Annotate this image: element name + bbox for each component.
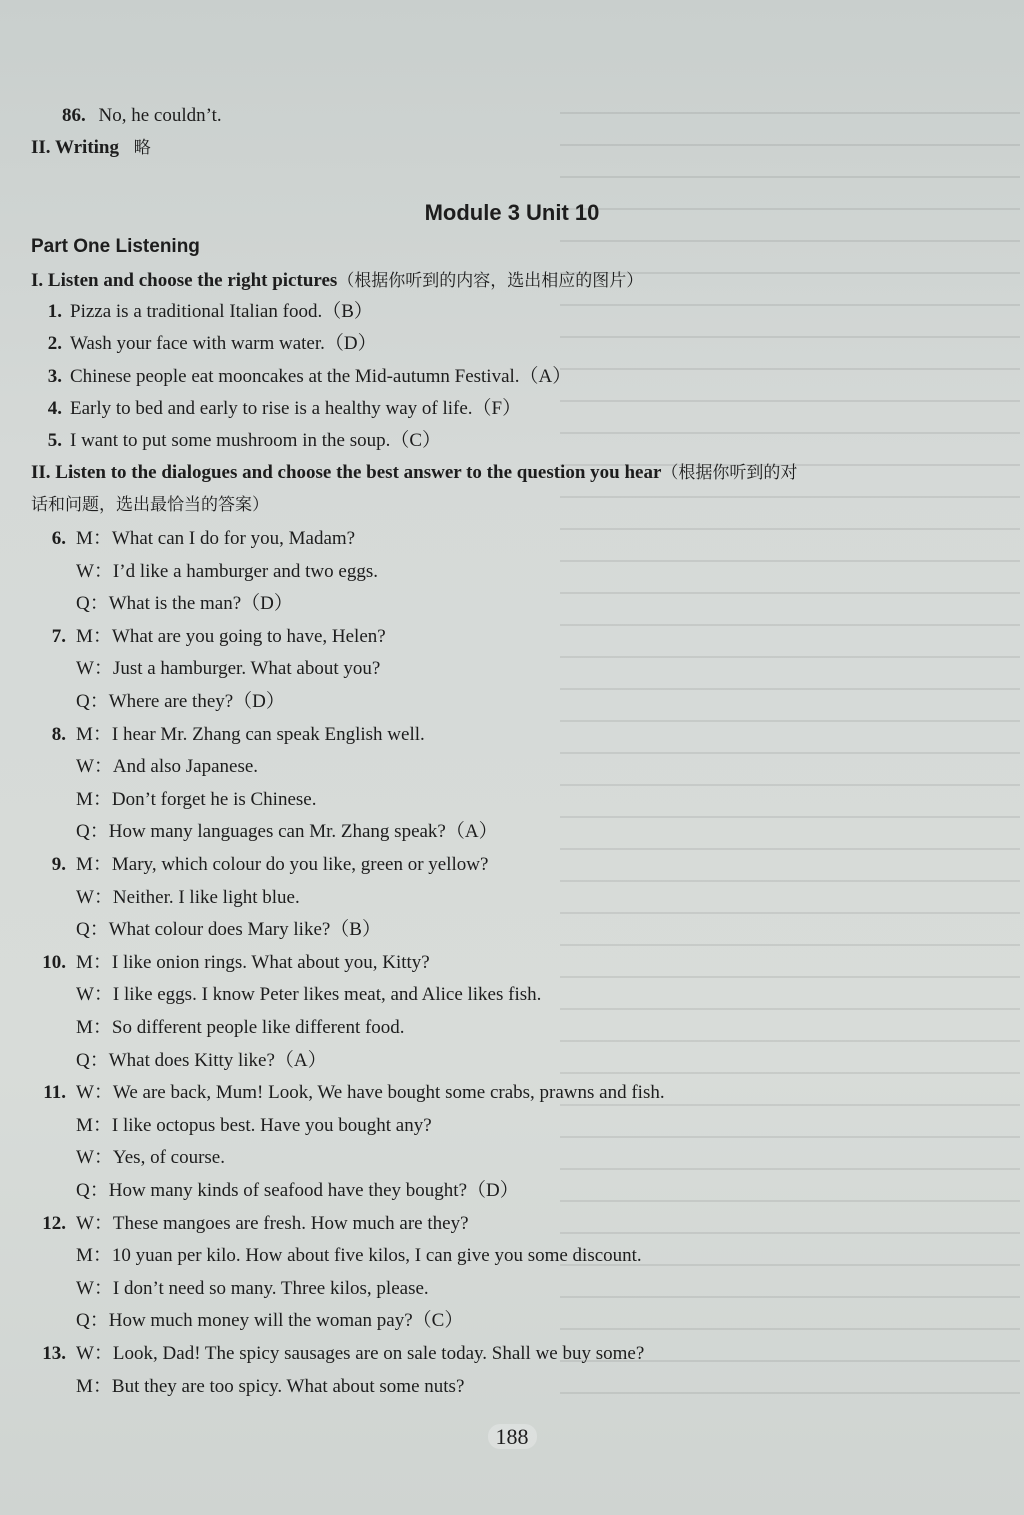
dialogue-line xyxy=(36,1146,225,1170)
dialogue-text: M：I like onion rings. What about you, Kitty? xyxy=(76,952,430,973)
question-number: 7. xyxy=(51,626,66,647)
answer-text: Pizza is a traditional Italian food.（B） xyxy=(70,301,373,322)
answer-text: No, he couldn’t. xyxy=(98,105,222,126)
dialogue-text: Q：What does Kitty like?（A） xyxy=(76,1050,327,1071)
answer-text: Early to bed and early to rise is a healthy way of life.（F） xyxy=(70,398,522,419)
question-number: 5. xyxy=(47,430,62,451)
page-number-value: 188 xyxy=(488,1424,537,1449)
question-number: 6. xyxy=(51,528,66,549)
dialogue-line xyxy=(36,592,293,616)
question-number: 4. xyxy=(47,398,62,419)
dialogue-line xyxy=(36,820,498,844)
question-number: 13. xyxy=(42,1343,66,1364)
dialogue-text: Q：How much money will the woman pay?（C） xyxy=(76,1310,464,1331)
dialogue-first-line xyxy=(36,1081,665,1105)
dialogue-text: Q：What colour does Mary like?（B） xyxy=(76,919,381,940)
dialogue-line xyxy=(36,1179,519,1203)
section-heading-cn: （根据你听到的对 xyxy=(661,463,798,483)
dialogue-text: W：Yes, of course. xyxy=(76,1147,225,1168)
section-heading-text: I. Listen and choose the right pictures xyxy=(31,270,338,291)
dialogue-text: W：Neither. I like light blue. xyxy=(76,887,300,908)
list-item xyxy=(36,365,571,389)
dialogue-line xyxy=(36,1049,327,1073)
dialogue-text: M：What are you going to have, Helen? xyxy=(76,626,386,647)
dialogue-text: Q：How many kinds of seafood have they bought?（D） xyxy=(76,1180,519,1201)
dialogue-text: M：I hear Mr. Zhang can speak English well. xyxy=(76,724,425,745)
dialogue-line xyxy=(36,1016,405,1040)
dialogue-text: M：What can I do for you, Madam? xyxy=(76,528,356,549)
question-number: 11. xyxy=(43,1082,66,1103)
dialogue-first-line xyxy=(36,1212,469,1236)
list-item xyxy=(36,332,377,356)
dialogue-text: Q：Where are they?（D） xyxy=(76,691,285,712)
dialogue-line xyxy=(36,886,300,910)
dialogue-line xyxy=(36,1277,429,1301)
dialogue-line xyxy=(36,983,541,1007)
question-number: 10. xyxy=(42,952,66,973)
dialogue-text: W：Look, Dad! The spicy sausages are on sale today. Shall we buy some? xyxy=(76,1343,645,1364)
dialogue-text: W：And also Japanese. xyxy=(76,756,259,777)
dialogue-text: W：I’d like a hamburger and two eggs. xyxy=(76,561,378,582)
writing-answer xyxy=(31,136,151,160)
question-number: 12. xyxy=(42,1213,66,1234)
dialogue-text: Q：How many languages can Mr. Zhang speak?（A） xyxy=(76,821,498,842)
dialogue-line xyxy=(36,788,316,812)
answer-text: Wash your face with warm water.（D） xyxy=(70,333,377,354)
list-item xyxy=(36,397,521,421)
list-item xyxy=(36,300,373,324)
list-item xyxy=(36,429,441,453)
dialogue-first-line xyxy=(36,853,488,877)
dialogue-text: Q：What is the man?（D） xyxy=(76,593,293,614)
question-number: 8. xyxy=(51,724,66,745)
section-heading-text: II. Listen to the dialogues and choose the best answer to the question you hear xyxy=(31,462,662,483)
section2-heading-cont xyxy=(31,493,269,517)
dialogue-line xyxy=(36,1114,432,1138)
dialogue-first-line xyxy=(36,527,355,551)
dialogue-line xyxy=(36,657,380,681)
dialogue-text: W：These mangoes are fresh. How much are they? xyxy=(76,1213,469,1234)
writing-label: II. Writing xyxy=(31,137,119,158)
dialogue-text: M：So different people like different food. xyxy=(76,1017,405,1038)
dialogue-first-line xyxy=(36,951,430,975)
dialogue-text: W：We are back, Mum! Look, We have bought some crabs, prawns and fish. xyxy=(76,1082,665,1103)
dialogue-line xyxy=(36,690,285,714)
section1-heading xyxy=(31,269,643,293)
question-number: 1. xyxy=(47,301,62,322)
dialogue-line xyxy=(36,1309,463,1333)
writing-text: 略 xyxy=(133,138,151,158)
question-number: 3. xyxy=(47,366,62,387)
question-number: 2. xyxy=(47,333,62,354)
dialogue-text: W：Just a hamburger. What about you? xyxy=(76,658,381,679)
dialogue-text: M：Mary, which colour do you like, green or yellow? xyxy=(76,854,489,875)
part-title: Part One Listening xyxy=(31,236,200,257)
answer-86 xyxy=(62,104,222,128)
answer-text: I want to put some mushroom in the soup.（C） xyxy=(70,430,442,451)
dialogue-text: W：I like eggs. I know Peter likes meat, and Alice likes fish. xyxy=(76,984,542,1005)
section2-heading xyxy=(31,461,797,485)
dialogue-text: M：I like octopus best. Have you bought any? xyxy=(76,1115,432,1136)
answer-text: Chinese people eat mooncakes at the Mid-autumn Festival.（A） xyxy=(70,366,572,387)
dialogue-text: M：Don’t forget he is Chinese. xyxy=(76,789,317,810)
dialogue-line xyxy=(36,918,381,942)
dialogue-line xyxy=(36,755,258,779)
module-title: Module 3 Unit 10 xyxy=(424,200,600,225)
dialogue-text: W：I don’t need so many. Three kilos, please. xyxy=(76,1278,429,1299)
dialogue-line xyxy=(36,1244,642,1268)
dialogue-line xyxy=(36,1375,464,1399)
dialogue-text: M：10 yuan per kilo. How about five kilos, I can give you some discount. xyxy=(76,1245,642,1266)
question-number: 9. xyxy=(51,854,66,875)
dialogue-first-line xyxy=(36,1342,644,1366)
page-number xyxy=(0,1424,1024,1450)
dialogue-first-line xyxy=(36,625,386,649)
dialogue-text: M：But they are too spicy. What about some nuts? xyxy=(76,1376,465,1397)
section-heading-cn: （根据你听到的内容，选出相应的图片） xyxy=(337,271,644,291)
section-heading-cn: 话和问题，选出最恰当的答案） xyxy=(31,495,269,515)
dialogue-line xyxy=(36,560,378,584)
dialogue-first-line xyxy=(36,723,425,747)
question-number: 86. xyxy=(62,105,86,126)
